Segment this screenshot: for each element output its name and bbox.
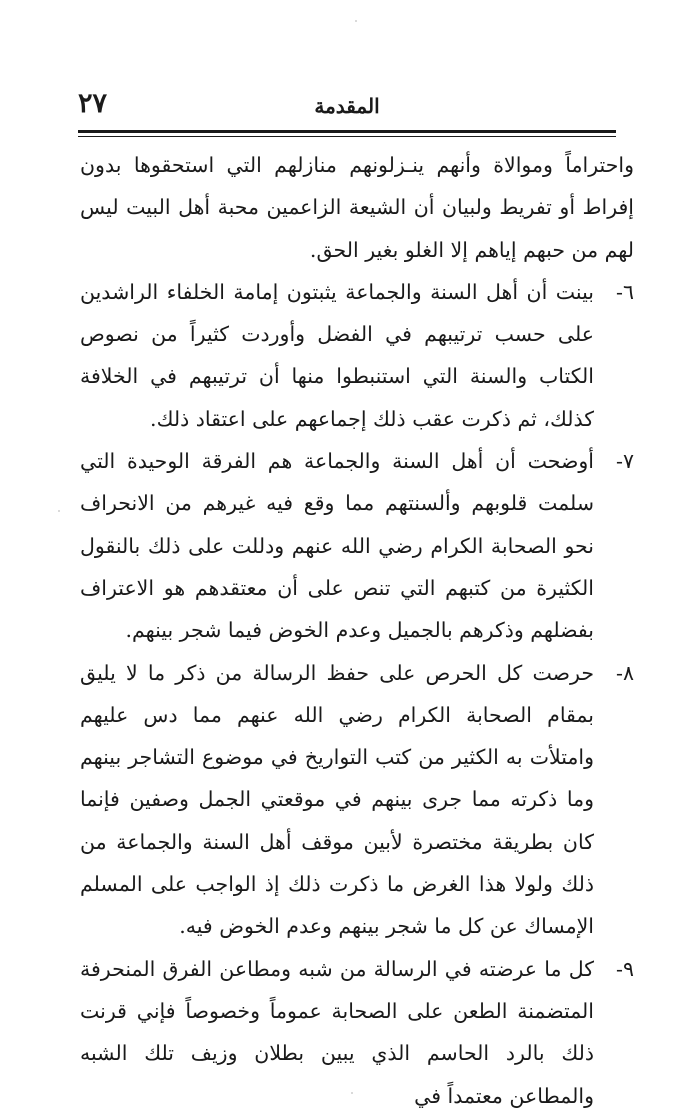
list-item xyxy=(80,440,634,651)
scan-speck xyxy=(355,20,357,22)
list-item xyxy=(80,271,634,440)
item-number: ٩- xyxy=(616,956,634,981)
page-number: ٢٧ xyxy=(78,88,108,119)
item-number: ٨- xyxy=(616,660,634,685)
item-text: كل ما عرضته في الرسالة من شبه ومطاعن الفرق المنحرفة المتضمنة الطعن على الصحابة عموماً وخصوصاً فإني قرنت ذلك بالرد الحاسم الذي يبين بطلان وزيف تلك الشبه والمطاعن معتمداً في xyxy=(80,956,594,1108)
scan-speck xyxy=(58,510,60,512)
scan-speck xyxy=(351,1092,353,1094)
page-header xyxy=(78,88,616,128)
item-number: ٧- xyxy=(616,449,634,474)
header-rule-thin xyxy=(78,136,616,137)
item-text: حرصت كل الحرص على حفظ الرسالة من ذكر ما لا يليق بمقام الصحابة الكرام رضي الله عنهم مما دس عليهم وامتلأت به الكثير من كتب التواريخ في موضوع التشاجر بينهم وما ذكرته مما جرى بينهم في موقعتي الجمل وصفين فإنما كان بطريقة مختصرة لأبين موقف أهل السنة والجماعة من ذلك ولولا هذا الغرض ما ذكرت ذلك إذ الواجب على المسلم الإمساك عن كل ما شجر بينهم وعدم الخوض فيه. xyxy=(80,660,595,939)
list-item xyxy=(80,652,634,948)
item-text: أوضحت أن أهل السنة والجماعة هم الفرقة الوحيدة التي سلمت قلوبهم وألسنتهم مما وقع فيه غيرهم من الانحراف نحو الصحابة الكرام رضي الله عنهم ودللت على ذلك بالنقول الكثيرة من كتبهم التي تنص على أن معتقدهم هو الاعتراف بفضلهم وذكرهم بالجميل وعدم الخوض فيما شجر بينهم. xyxy=(80,449,594,643)
item-text: بينت أن أهل السنة والجماعة يثبتون إمامة الخلفاء الراشدين على حسب ترتيبهم في الفضل وأوردت كثيراً من نصوص الكتاب والسنة التي استنبطوا منها أن ترتيبهم في الخلافة كذلك، ثم ذكرت عقب ذلك إجماعهم على اعتقاد ذلك. xyxy=(80,279,594,431)
list-item xyxy=(80,948,634,1117)
header-rule-thick xyxy=(78,130,616,133)
intro-paragraph: واحتراماً وموالاة وأنهم ينـزلونهم منازلهم التي استحقوها بدون إفراط أو تفريط ولبيان أن الشيعة الزاعمين محبة أهل البيت ليس لهم من حبهم إياهم إلا الغلو بغير الحق. xyxy=(80,153,634,262)
body-text xyxy=(80,144,634,1117)
running-title: المقدمة xyxy=(314,94,380,118)
item-number: ٦- xyxy=(616,279,634,304)
